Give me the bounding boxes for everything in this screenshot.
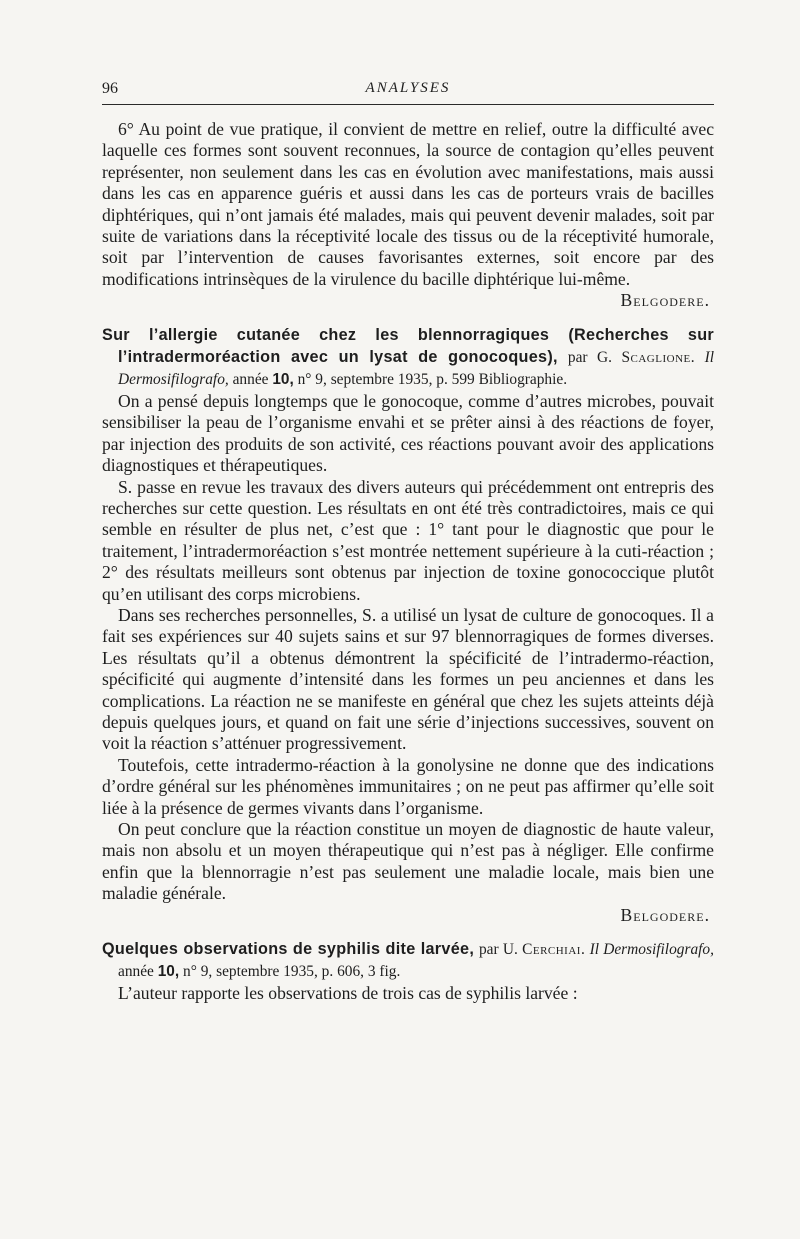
entry-title: Sur l’allergie cutanée chez les blennorragiques (Recherches sur l’intradermoréaction avec un lysat de gonocoques),	[102, 325, 714, 367]
page	[102, 78, 714, 1004]
entry-paragraph: Dans ses recherches personnelles, S. a utilisé un lysat de culture de gonocoques. Il a fait ses expériences sur 40 sujets sains et sur 97 blennorragiques de formes diverses. Les résultats qu’il a obtenus démontrent la spécificité de l’intradermo-réaction, spécificité qui augmente d’intensité dans les formes un peu anciennes et dans les complications. La réaction ne se manifeste en général que chez les sujets atteints déjà depuis quelques jours, et quand on fait une série d’injections successives, souvent on voit la réaction s’atténuer progressivement.	[102, 604, 714, 754]
signature: Belgodere.	[620, 290, 710, 311]
signature: Belgodere.	[620, 904, 710, 925]
ref-volume: 10,	[157, 963, 180, 981]
ref-journal: Il Dermosifilografo,	[118, 349, 714, 389]
running-title: ANALYSES	[365, 80, 451, 96]
page-number: 96	[102, 80, 118, 97]
page-header	[102, 78, 714, 100]
ref-rest: n° 9, septembre 1935, p. 606, 3 fig.	[183, 963, 401, 981]
entry-paragraph: On peut conclure que la réaction constitue un moyen de diagnostic de haute valeur, mais non absolu et un moyen thérapeutique qui n’est pas à négliger. Elle confirme enfin que la blennorragie n’est pas seulement une maladie locale, mais bien une maladie générale.	[102, 819, 714, 904]
ref-rest: n° 9, septembre 1935, p. 599 Bibliographie.	[297, 371, 568, 389]
paragraph-text: 6° Au point de vue pratique, il convient de mettre en relief, outre la difficulté avec laquelle ces formes sont souvent reconnues, la source de contagion qu’elles peuvent représenter, non seulement dans les cas en évolution avec manifestations, mais aussi dans les cas en apparence guéris et aussi dans les cas de porteurs vrais de bacilles diphtériques, qui n’ont jamais été malades, mais qui peuvent devenir malades, soit par suite de variations dans la réceptivité locale des tissus ou de la réceptivité humorale, soit par l’intervention de causes favorisantes externes, soit encore par des modifications intrinsèques de la virulence du bacille diphtérique lui-même.	[102, 119, 714, 289]
entry-heading	[102, 938, 714, 983]
ref-author: Scaglione.	[621, 349, 696, 367]
entry-title: Quelques observations de syphilis dite larvée,	[102, 940, 475, 959]
abstract-entry-allergie	[102, 324, 714, 926]
entry-heading	[102, 324, 714, 391]
entry-paragraph: On a pensé depuis longtemps que le gonocoque, comme d’autres microbes, pouvait sensibiliser la peau de l’organisme envahi et se prêter ainsi à des réactions de foyer, par injection des produits de son activité, ces réactions pouvant avoir des applications diagnostiques et thérapeutiques.	[102, 390, 714, 476]
entry-paragraph: S. passe en revue les travaux des divers auteurs qui précédemment ont entrepris des recherches sur cette question. Les résultats en ont été très contradictoires, mais ce qui semble en résulter de plus net, c’est que : 1° tant pour le diagnostic que pour le traitement, l’intradermoréaction s’est montrée nettement supérieure à la cuti-réaction ; 2° des résultats meilleurs sont obtenus par injection de toxine gonococcique plutôt qu’en utilisant des corps microbiens.	[102, 476, 714, 604]
ref-volume: 10,	[272, 371, 294, 389]
ref-journal: Il Dermosifilografo,	[589, 941, 714, 959]
entry-paragraph: L’auteur rapporte les observations de trois cas de syphilis larvée :	[118, 982, 578, 1003]
ref-annee: année	[118, 963, 154, 981]
ref-par: par U.	[478, 941, 518, 959]
ref-author: Cerchiai.	[522, 941, 586, 959]
entry-paragraph: Toutefois, cette intradermo-réaction à la gonolysine ne donne que des indications d’ordre général sur les phénomènes immunitaires ; on ne peut pas affirmer qu’elle soit liée à la présence de germes vivants dans l’organisme.	[102, 754, 714, 818]
header-rule	[102, 104, 714, 105]
ref-par: par G.	[567, 349, 612, 367]
paragraph-conclusion	[102, 119, 714, 311]
abstract-entry-syphilis	[102, 938, 714, 1004]
ref-annee: année	[232, 371, 269, 389]
